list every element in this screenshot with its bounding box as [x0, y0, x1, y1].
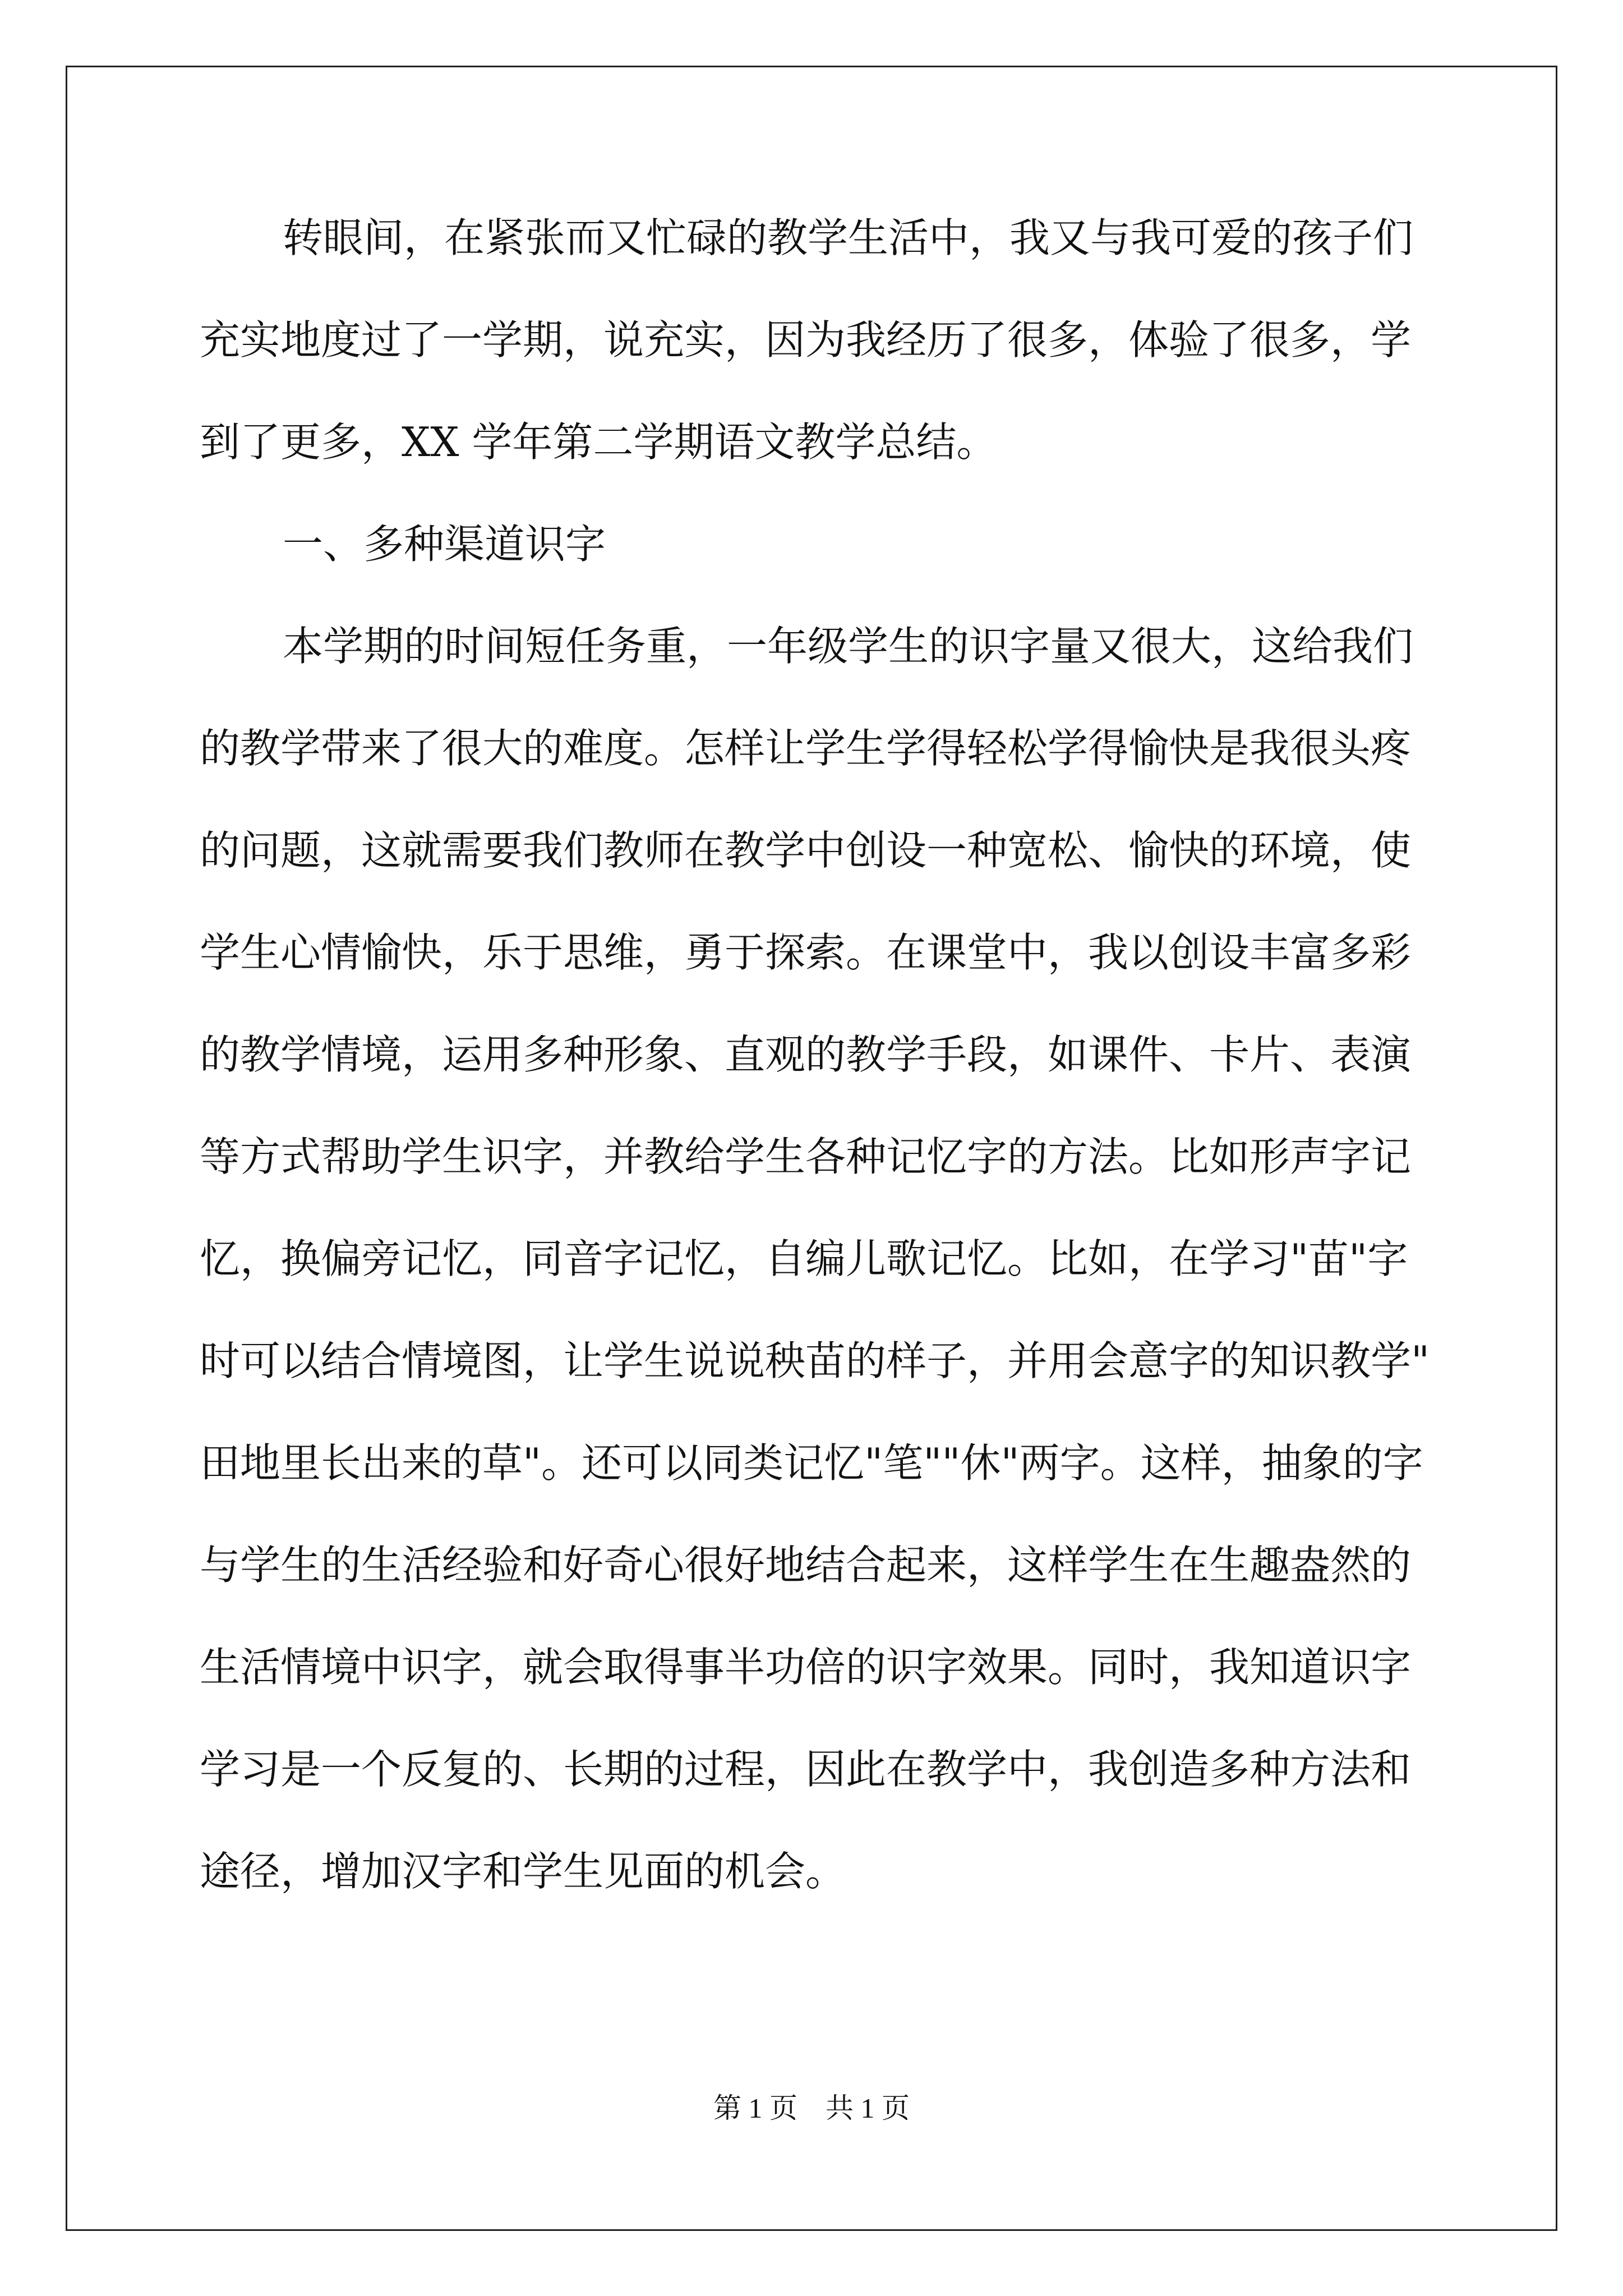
paragraph-2-line-8: 时可以结合情境图，让学生说说秧苗的样子，并用会意字的知识教学"	[200, 1337, 1430, 1384]
paragraph-2-line-4: 学生心情愉快，乐于思维，勇于探索。在课堂中，我以创设丰富多彩	[200, 929, 1412, 976]
paragraph-2-line-12: 学习是一个反复的、长期的过程，因此在教学中，我创造多种方法和	[200, 1746, 1412, 1793]
section-heading: 一、多种渠道识字	[283, 521, 606, 568]
paragraph-1-line-3: 到了更多，XX 学年第二学期语文教学总结。	[200, 418, 997, 466]
paragraph-1-line-1: 转眼间，在紧张而又忙碌的教学生活中，我又与我可爱的孩子们	[283, 214, 1414, 261]
document-body	[200, 205, 1428, 1940]
paragraph-2-line-13: 途径，增加汉字和学生见面的机会。	[200, 1848, 846, 1895]
paragraph-2-line-9: 田地里长出来的草"。还可以同类记忆"笔""休"两字。这样，抽象的字	[200, 1439, 1423, 1487]
paragraph-1-line-2: 充实地度过了一学期，说充实，因为我经历了很多，体验了很多，学	[200, 316, 1412, 364]
paragraph-2-line-2: 的教学带来了很大的难度。怎样让学生学得轻松学得愉快是我很头疼	[200, 725, 1412, 772]
paragraph-2-line-5: 的教学情境，运用多种形象、直观的教学手段，如课件、卡片、表演	[200, 1031, 1412, 1078]
paragraph-2-line-6: 等方式帮助学生识字，并教给学生各种记忆字的方法。比如形声字记	[200, 1133, 1412, 1180]
paragraph-2-line-3: 的问题，这就需要我们教师在教学中创设一种宽松、愉快的环境，使	[200, 827, 1412, 874]
paragraph-2-line-1: 本学期的时间短任务重，一年级学生的识字量又很大，这给我们	[283, 623, 1414, 670]
page-number-footer: 第 1 页 共 1 页	[713, 2092, 910, 2124]
paragraph-2-line-7: 忆，换偏旁记忆，同音字记忆，自编儿歌记忆。比如，在学习"苗"字	[200, 1235, 1408, 1282]
paragraph-2-line-10: 与学生的生活经验和好奇心很好地结合起来，这样学生在生趣盎然的	[200, 1542, 1412, 1589]
paragraph-2-line-11: 生活情境中识字，就会取得事半功倍的识字效果。同时，我知道识字	[200, 1644, 1412, 1691]
